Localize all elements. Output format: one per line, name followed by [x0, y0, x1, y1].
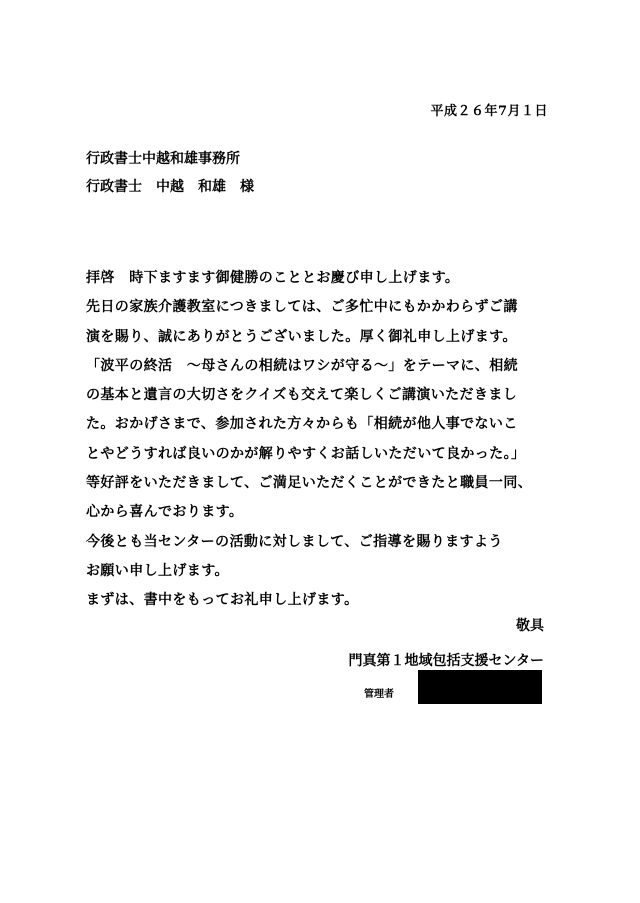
body-line: 「波平の終活 ～母さんの相続はワシが守る～」をテーマに、相続 — [86, 357, 518, 374]
body-line: まずは、書中をもってお礼申し上げます。 — [86, 592, 359, 609]
letter-date: 平成２６年7月１日 — [430, 104, 548, 119]
body-line: 先日の家族介護教室につきましては、ご多忙中にもかかわらずご講 — [86, 299, 518, 316]
body-line: 等好評をいただきまして、ご満足いただくことができたと職員一同、 — [86, 475, 533, 492]
addressee-name: 行政書士 中越 和雄 様 — [86, 179, 254, 195]
manager-label: 管理者 — [364, 689, 394, 700]
body-line: 演を賜り、誠にありがとうございました。厚く御礼申し上げます。 — [86, 328, 517, 345]
body-line: 拝啓 時下ますます御健勝のこととお慶び申し上げます。 — [86, 270, 460, 286]
body-line: 心から喜んでおります。 — [86, 504, 244, 521]
body-line: 今後とも当センターの活動に対しまして、ご指導を賜りますよう — [86, 533, 503, 550]
redaction-block — [418, 670, 542, 704]
body-line: た。おかげさまで、参加された方々からも「相続が他人事でないこ — [86, 416, 518, 433]
letter-body — [86, 264, 556, 616]
closing-salutation: 敬具 — [516, 618, 544, 634]
body-line: お願い申し上げます。 — [86, 562, 229, 579]
body-line: の基本と遺言の大切さをクイズも交えて楽しくご講演いただきまし — [86, 387, 518, 404]
body-line: とやどうすれば良いのかが解りやすくお話しいただいて良かった。」 — [86, 445, 526, 462]
addressee-office: 行政書士中越和雄事務所 — [86, 151, 240, 167]
sender-organization: 門真第１地域包括支援センター — [348, 653, 544, 669]
